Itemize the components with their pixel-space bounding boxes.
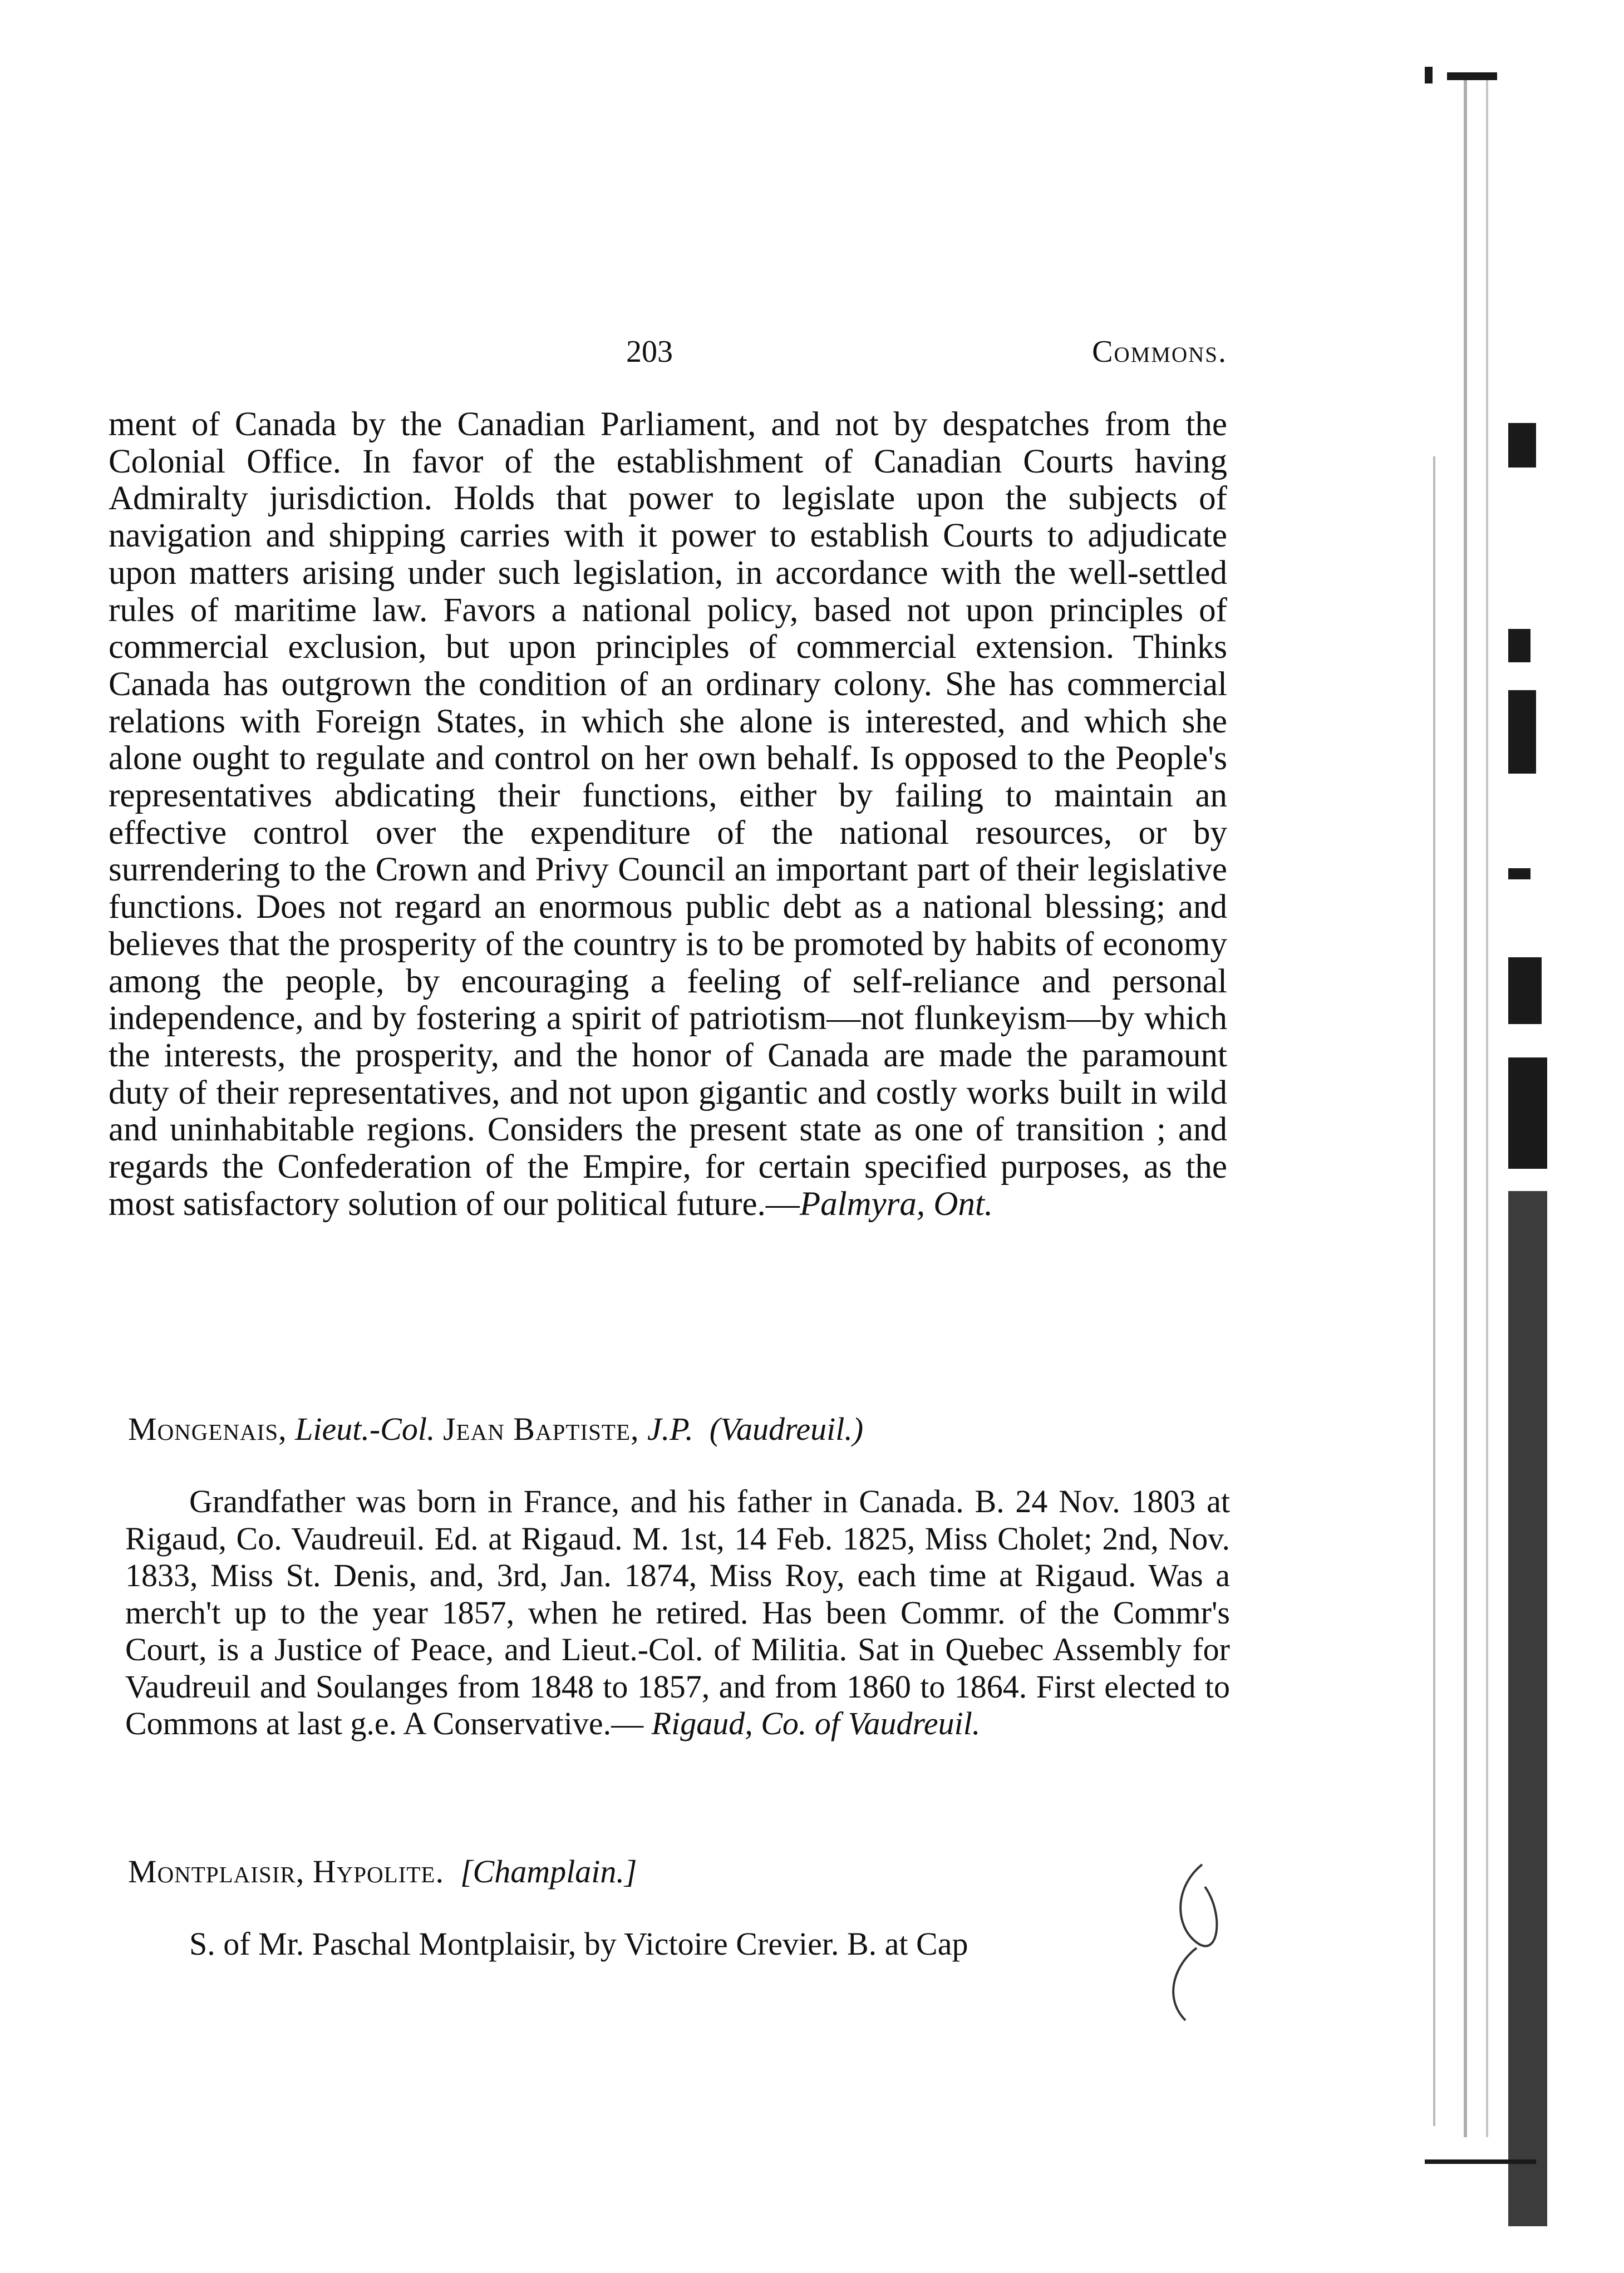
entry-heading-mongenais [128, 1411, 1230, 1448]
entry-biography-text: Grandfather was born in France, and his father in Canada. B. 24 Nov. 1803 at Rigaud, Co. Vaudreuil. Ed. at Rigaud. M. 1st, 14 Feb. 1825, Miss Cholet; 2nd, Nov. 1833, Miss St. Denis, and, 3rd, Jan. 1874, Miss Roy, each time at Rigaud. Was a merch't up to the year 1857, when he retired. Has been Commr. of the Commr's Court, is a Justice of Peace, and Lieut.-Col. of Militia. Sat in Quebec Assembly for Vaudreuil and Soulanges from 1848 to 1857, and from 1860 to 1864. First elected to Commons at last g.e. A Conservative.— [125, 1483, 1230, 1741]
running-head: Commons. [1092, 334, 1227, 369]
entry-surname: Montplaisir, [128, 1853, 305, 1890]
entry-address: Rigaud, Co. of Vaudreuil. [651, 1705, 981, 1741]
continued-entry-body: ment of Canada by the Canadian Parliament, and not by despatches from the Colonial Office. In favor of the establishment of Canadian Courts having Admiralty jurisdiction. Holds that power to legislate upon the subjects of navigation and shipping carries with it power to establish Courts to adjudicate upon matters arising under such legislation, in accordance with the well-settled rules of maritime law. Favors a national policy, based not upon principles of commercial exclusion, but upon principles of commercial extension. Thinks Canada has outgrown the condition of an ordinary colony. She has commercial relations with Foreign States, in which she alone is interested, and which she alone ought to regulate and control on her own behalf. Is opposed to the People's representatives abdicating their functions, either by failing to maintain an effective control over the expenditure of the national resources, or by surrendering to the Crown and Privy Council an important part of their legislative functions. Does not regard an enormous public debt as a national blessing; and believes that the prosperity of the country is to be promoted by habits of economy among the people, by encouraging a feeling of self-reliance and personal independence, and by fostering a spirit of patriotism—not flunkeyism—by which the interests, the prosperity, and the honor of Canada are made the paramount duty of their representatives, and not upon gigantic and costly works built in wild and uninhabitable regions. Considers the present state as one of transition ; and regards the Confederation of the Empire, for certain specified purposes, as the most satisfactory solution of our political future.— [109, 406, 1227, 1223]
entry-body-mongenais [125, 1483, 1230, 1743]
entry-constituency: [Champlain.] [460, 1853, 637, 1890]
page-header [109, 334, 1227, 378]
entry-biography-text: S. of Mr. Paschal Montplaisir, by Victoire Crevier. B. at Cap [189, 1926, 968, 1962]
entry-given-names: Jean Baptiste, [442, 1411, 639, 1447]
entry-body-montplaisir [125, 1926, 1230, 1962]
entry-heading-montplaisir [128, 1853, 1230, 1890]
continued-entry-place: Palmyra, Ont. [799, 1185, 993, 1223]
page-number: 203 [626, 334, 673, 369]
entry-rank: Lieut.-Col. [295, 1411, 435, 1447]
entry-given-names: Hypolite. [312, 1853, 444, 1890]
entry-biography [125, 1483, 1230, 1743]
entry-title: J.P. [647, 1411, 693, 1447]
pencil-mark-icon [1152, 1853, 1252, 2037]
continued-entry-paragraph [109, 406, 1227, 1223]
scan-edge-artifacts [1425, 67, 1624, 2193]
entry-surname: Mongenais, [128, 1411, 287, 1447]
entry-constituency: (Vaudreuil.) [709, 1411, 864, 1447]
continued-entry-text [109, 406, 1227, 1223]
